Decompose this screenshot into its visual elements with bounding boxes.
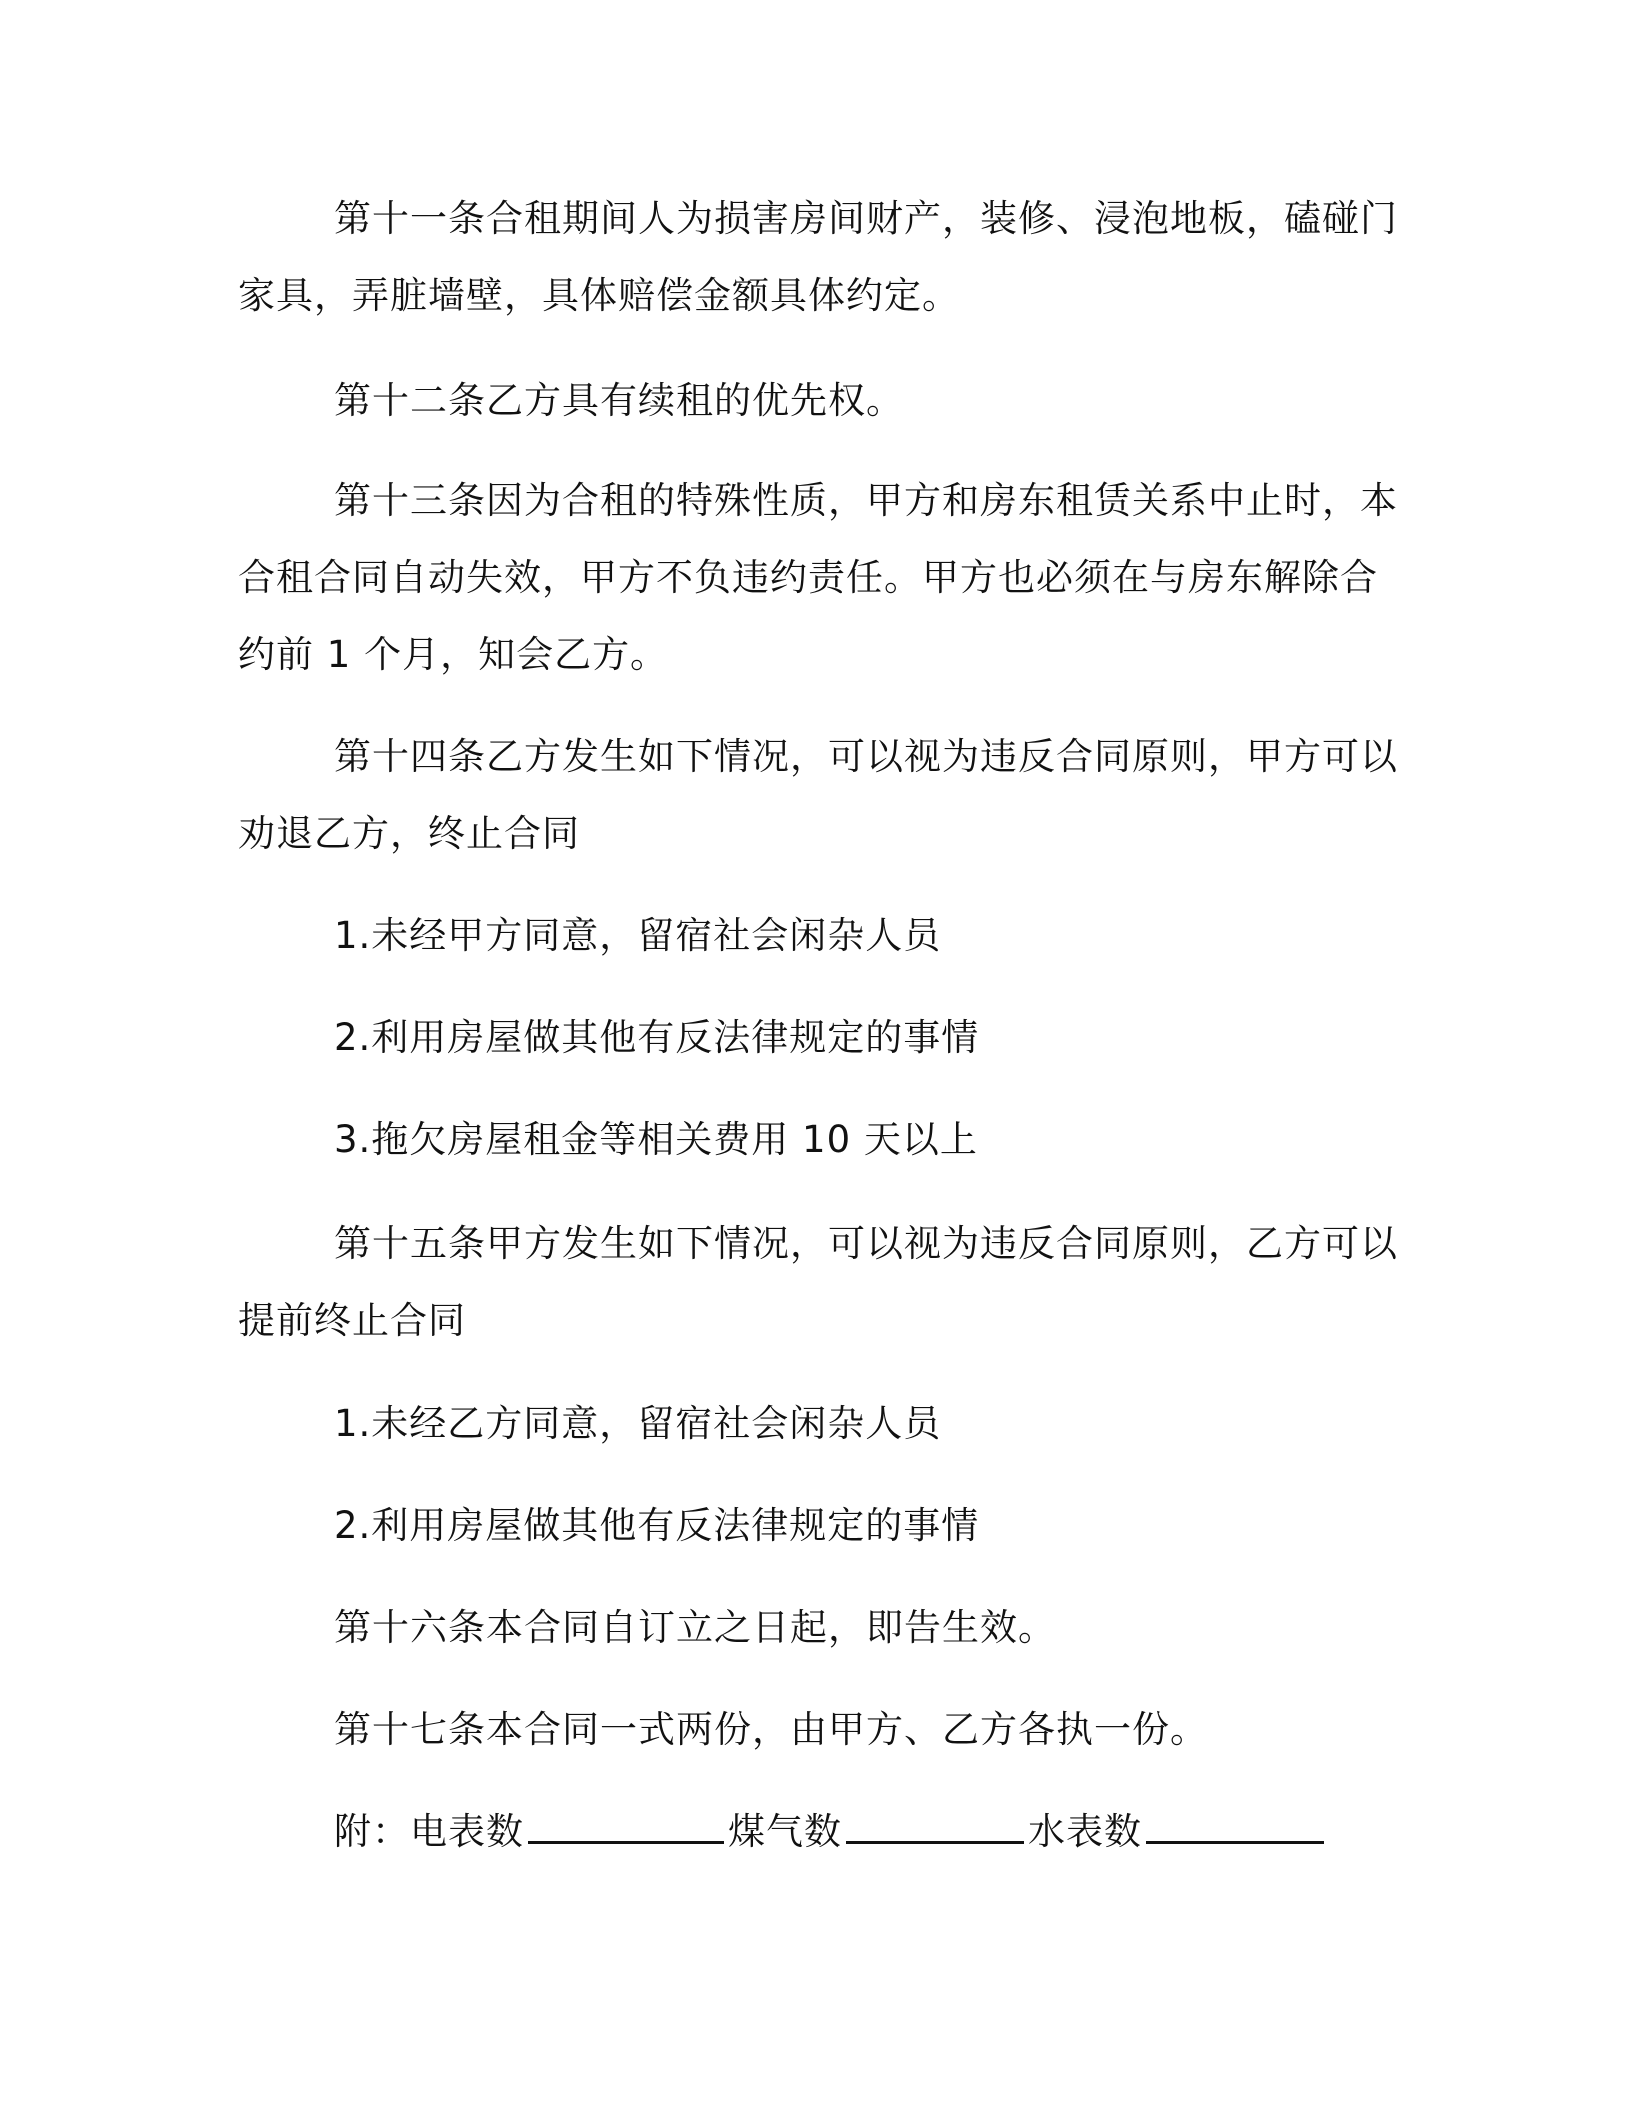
electric-meter-label: 电表数 bbox=[410, 1810, 524, 1853]
article-15 bbox=[238, 1205, 1398, 1359]
article-13-line-1: 第十三条因为合租的特殊性质，甲方和房东租赁关系中止时，本 bbox=[334, 479, 1398, 522]
article-15-item-2: 2.利用房屋做其他有反法律规定的事情 bbox=[334, 1504, 980, 1547]
article-14-line-1: 第十四条乙方发生如下情况，可以视为违反合同原则，甲方可以 bbox=[334, 735, 1398, 778]
article-14-item-1: 1.未经甲方同意，留宿社会闲杂人员 bbox=[334, 914, 942, 957]
article-13-line-3: 约前 1 个月，知会乙方。 bbox=[238, 633, 669, 676]
article-15-line-1: 第十五条甲方发生如下情况，可以视为违反合同原则，乙方可以 bbox=[334, 1222, 1398, 1265]
article-15-line-2: 提前终止合同 bbox=[238, 1299, 466, 1342]
article-16: 第十六条本合同自订立之日起，即告生效。 bbox=[334, 1606, 1056, 1649]
article-13-line-2: 合租合同自动失效，甲方不负违约责任。甲方也必须在与房东解除合 bbox=[238, 556, 1378, 599]
article-14 bbox=[238, 718, 1398, 872]
article-11-line-2: 家具，弄脏墙壁，具体赔偿金额具体约定。 bbox=[238, 274, 960, 317]
electric-meter-blank[interactable] bbox=[528, 1811, 724, 1844]
water-meter-blank[interactable] bbox=[1146, 1811, 1324, 1844]
article-11 bbox=[238, 180, 1398, 334]
article-15-item-1: 1.未经乙方同意，留宿社会闲杂人员 bbox=[334, 1402, 942, 1445]
article-13 bbox=[238, 462, 1398, 693]
article-17: 第十七条本合同一式两份，由甲方、乙方各执一份。 bbox=[334, 1708, 1208, 1751]
article-12: 第十二条乙方具有续租的优先权。 bbox=[334, 379, 904, 422]
gas-meter-blank[interactable] bbox=[846, 1811, 1024, 1844]
water-meter-label: 水表数 bbox=[1028, 1810, 1142, 1853]
article-11-line-1: 第十一条合租期间人为损害房间财产，装修、浸泡地板，磕碰门 bbox=[334, 197, 1398, 240]
article-14-item-2: 2.利用房屋做其他有反法律规定的事情 bbox=[334, 1016, 980, 1059]
gas-meter-label: 煤气数 bbox=[728, 1810, 842, 1853]
appendix-prefix: 附： bbox=[334, 1810, 410, 1853]
article-14-item-3: 3.拖欠房屋租金等相关费用 10 天以上 bbox=[334, 1118, 978, 1161]
appendix-line bbox=[334, 1793, 1328, 1870]
article-14-line-2: 劝退乙方，终止合同 bbox=[238, 812, 580, 855]
